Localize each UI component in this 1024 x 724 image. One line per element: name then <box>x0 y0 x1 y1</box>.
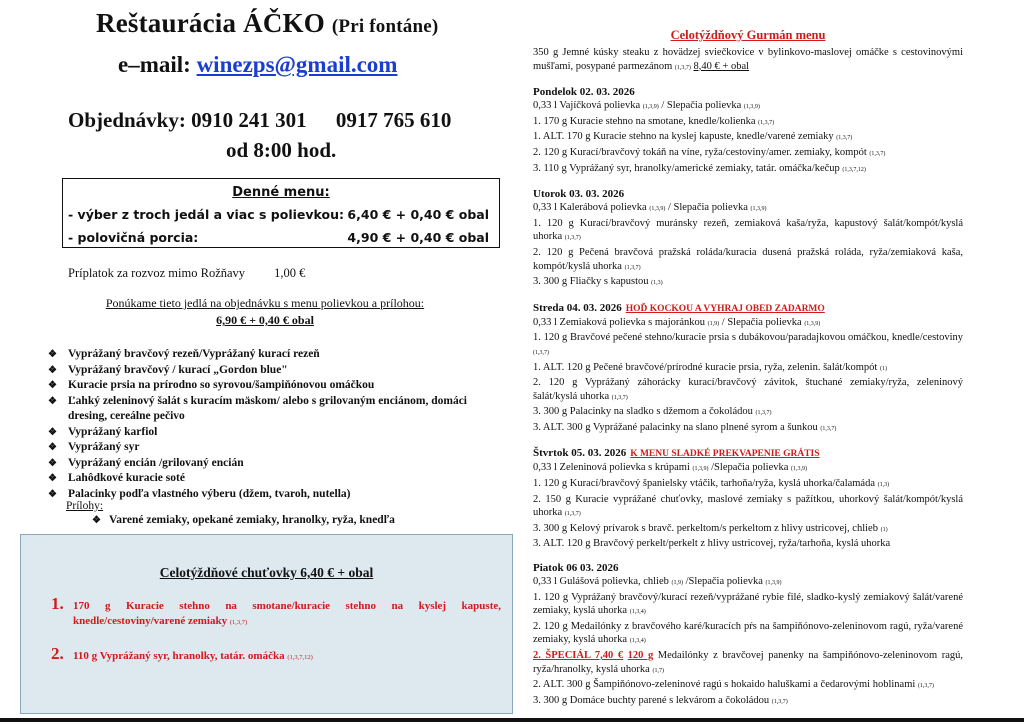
dish-line: 2. ALT. 300 g Šampiňónovo-zeleninové ragú s hokaido haluškami a čedarovými hoblinami (1,3,7) <box>533 679 934 691</box>
offer-price: 6,90 € + 0,40 € obal <box>216 313 314 327</box>
surcharge-price: 1,00 € <box>274 266 306 280</box>
gourmet-text <box>533 46 963 75</box>
order-offer <box>0 296 530 328</box>
diamond-bullet-icon: ❖ <box>48 473 57 484</box>
dish-line: 1. 120 g Vyprážaný bravčový/kurací rezeň/vyprážané rybie filé, sladko-kyslý zemiakový šalát/varené zemiaky, kyslá uhorka (1,3,4) <box>533 591 963 617</box>
diamond-bullet-icon: ❖ <box>92 515 101 526</box>
list-item-text: Vyprážaný bravčový rezeň/Vyprážaný kurací rezeň <box>68 348 320 360</box>
dish-line: 1. 120 g Bravčové pečené stehno/kuracie prsia s dubákovou/paradajkovou omáčkou, knedle/cestoviny (1,3,7) <box>533 332 963 356</box>
day-section-friday <box>533 561 963 709</box>
allergens: (1,3,7) <box>229 619 248 626</box>
list-item <box>48 363 508 379</box>
soup-line: 0,33 l Vajíčková polievka (1,3,9) / Slepačia polievka (1,3,9) <box>533 100 760 112</box>
list-item <box>48 487 508 503</box>
weekly-item <box>51 644 501 665</box>
weekly-bites-box <box>20 534 513 714</box>
soup-line: 0,33 l Zeleninová polievka s krúpami (1,3,9) /Slepačia polievka (1,3,9) <box>533 462 808 474</box>
day-section-monday <box>533 85 963 177</box>
diamond-bullet-icon: ❖ <box>48 488 57 500</box>
gourmet-description: 350 g Jemné kúsky steaku z hovädzej sviečkovice v bylinkovo-maslovej omáčke s cestovinovými mušľami, posypané parmezánom <box>533 47 963 72</box>
dish-line: 3. 110 g Vyprážaný syr, hranolky/americké zemiaky, tatár. omáčka/kečup (1,3,7,12) <box>533 162 866 174</box>
opening-hours: od 8:00 hod. <box>226 138 337 162</box>
restaurant-name: Reštaurácia ÁČKO <box>96 8 325 38</box>
day-title: Štvrtok 05. 03. 2026 K MENU SLADKÉ PREKVAPENIE GRÁTIS <box>533 447 820 460</box>
email-line <box>118 52 397 78</box>
allergens: (1,3,7) <box>674 64 691 71</box>
diamond-bullet-icon: ❖ <box>48 426 57 438</box>
soup-line: 0,33 l Kalerábová polievka (1,3,9) / Slepačia polievka (1,3,9) <box>533 202 767 214</box>
restaurant-subtitle: (Pri fontáne) <box>331 16 439 37</box>
page-bottom-border <box>0 718 1024 722</box>
diamond-bullet-icon: ❖ <box>48 395 57 407</box>
dish-line: 1. 170 g Kuracie stehno na smotane, knedle/kolienka (1,3,7) <box>533 115 775 127</box>
email-label: e–mail: <box>118 52 191 77</box>
restaurant-title <box>96 8 438 39</box>
gourmet-price: 8,40 € + obal <box>693 60 750 72</box>
allergens: (1,3,9) <box>743 104 760 111</box>
daily-menu-row <box>68 207 489 222</box>
weekly-item-text: 110 g Vyprážaný syr, hranolky, tatár. omáčka <box>73 650 285 662</box>
sides-text: Varené zemiaky, opekané zemiaky, hranolky, ryža, knedľa <box>108 514 395 526</box>
list-item <box>48 456 508 472</box>
day-section-tuesday <box>533 187 963 291</box>
list-item <box>48 394 508 425</box>
list-item <box>48 425 508 441</box>
day-section-thursday <box>533 446 963 551</box>
dish-line: 3. 300 g Fliačky s kapustou (1,3) <box>533 276 663 288</box>
phone-2: 0917 765 610 <box>335 108 452 132</box>
list-item-text: Vyprážaný karfiol <box>68 425 158 438</box>
surcharge-label: Príplatok za rozvoz mimo Rožňavy <box>68 266 246 280</box>
special-label: 2. ŠPECIÁL 7,40 € <box>533 650 624 661</box>
dish-line: 1. ALT. 120 g Pečené bravčové/prírodné kuracie prsia, ryža, zelenin. šalát/kompót (1) <box>533 361 887 373</box>
dish-line: 3. ALT. 300 g Vyprážané palacinky na slano plnené syrom a šunkou (1,3,7) <box>533 421 837 433</box>
daily-menu-row-price: 6,40 € + 0,40 € obal <box>347 207 489 222</box>
dish-line: 3. 300 g Palacinky na sladko s džemom a čokoládou (1,3,7) <box>533 406 772 418</box>
day-title: Utorok 03. 03. 2026 <box>533 188 625 201</box>
dish-line: 1. ALT. 170 g Kuracie stehno na kyslej kapuste, knedle/varené zemiaky (1,3,7) <box>533 131 853 143</box>
daily-menu-row <box>68 230 489 245</box>
offer-text: Ponúkame tieto jedlá na objednávku s menu polievkou a prílohou: <box>105 296 425 310</box>
day-title: Piatok 06 03. 2026 <box>533 562 619 575</box>
weekly-item-number: 2. <box>51 644 64 663</box>
list-item <box>48 471 508 487</box>
dish-line: 1. 120 g Kurací/bravčový španielsky vtáčik, tarhoňa/ryža, kyslá uhorka/čalamáda (1,3) <box>533 478 890 490</box>
list-item-text: Kuracie prsia na prírodno so syrovou/šampiňónovou omáčkou <box>68 379 375 391</box>
list-item <box>48 378 508 394</box>
dish-line: 3. ALT. 120 g Bravčový perkelt/perkelt z hlivy ustricovej, ryža/tarhoňa, kyslá uhorka <box>533 538 891 550</box>
sides-label: Prílohy: <box>66 500 104 512</box>
weekly-bites-title: Celotýždňové chuťovky 6,40 € + obal <box>159 565 374 580</box>
email-link[interactable]: winezps@gmail.com <box>196 52 398 77</box>
day-title: Pondelok 02. 03. 2026 <box>533 86 635 99</box>
dish-line: 3. 300 g Kelový prívarok s bravč. perkeltom/s perkeltom z hlivy ustricovej, chlieb (1) <box>533 522 888 534</box>
diamond-bullet-icon: ❖ <box>48 349 57 360</box>
list-item-text: Vyprážaný syr <box>68 441 140 453</box>
list-item-text: Vyprážaný bravčový / kurací „Gordon blue" <box>68 363 288 376</box>
right-column <box>533 28 963 709</box>
list-item-text: Palacinky podľa vlastného výberu (džem, tvaroh, nutella) <box>68 487 351 500</box>
dish-line: 2. 120 g Vyprážaný záhorácky kurací/bravčový závitok, štuchané zemiaky/ryža, zeleninový šalát/kyslá uhorka (1,3,7) <box>533 377 963 402</box>
list-item <box>48 347 508 363</box>
order-items-list <box>48 347 508 502</box>
dish-line: 1. 120 g Kurací/bravčový muránsky rezeň, zemiaková kaša/ryža, kapustový šalát/kompót/kyslá uhorka (1,3,7) <box>533 217 963 243</box>
list-item-text: Ľahký zeleninový šalát s kuracím mäskom/ alebo s grilovaným enciánom, domáci dresing, cereálne pečivo <box>68 394 467 422</box>
day-title: Streda 04. 03. 2026 HOĎ KOCKOU A VYHRAJ OBED ZADARMO <box>533 301 825 314</box>
daily-menu-row-label: - polovičná porcia: <box>68 230 199 245</box>
daily-menu-row-label: - výber z troch jedál a viac s polievkou: <box>68 207 344 222</box>
orders-label: Objednávky: <box>68 108 186 132</box>
list-item <box>48 440 508 456</box>
promo-highlight: K MENU SLADKÉ PREKVAPENIE GRÁTIS <box>630 449 820 460</box>
dish-line: 2. 120 g Pečená bravčová pražská roláda/kuracia dusená pražská roláda, ryža/zemiaková kaša, kompót/kyslá uhorka (1,3,7) <box>533 246 963 272</box>
special-weight: 120 g <box>627 650 654 661</box>
diamond-bullet-icon: ❖ <box>48 364 57 376</box>
daily-menu-box <box>62 178 500 248</box>
dish-line: 2. 150 g Kuracie vyprážané chuťovky, maslové zemiaky s pažítkou, uhorkový šalát/kompót/kyslá uhorka (1,3,7) <box>533 493 963 519</box>
orders-line <box>68 108 451 133</box>
weekly-item <box>51 594 501 630</box>
allergens: (1,3,7,12) <box>287 654 313 661</box>
weekly-item-number: 1. <box>51 594 64 613</box>
special-dish-line: 2. ŠPECIÁL 7,40 € 120 g Medailónky z bravčovej panenky na šampiňónovo-zeleninovom ragú, ryža/hranolky, kyslá uhorka (1,7) <box>533 650 964 675</box>
phone-1: 0910 241 301 <box>191 108 307 132</box>
soup-line: 0,33 l Zemiaková polievka s majoránkou (1,9) / Slepačia polievka (1,3,9) <box>533 316 821 328</box>
promo-highlight: HOĎ KOCKOU A VYHRAJ OBED ZADARMO <box>625 303 825 314</box>
delivery-surcharge <box>68 266 305 281</box>
dish-line: 2. 120 g Kurací/bravčový tokáň na víne, ryža/cestoviny/amer. zemiaky, kompót (1,3,7) <box>533 146 886 158</box>
diamond-bullet-icon: ❖ <box>48 457 57 469</box>
diamond-bullet-icon: ❖ <box>48 442 57 453</box>
dish-line: 3. 300 g Domáce buchty parené s lekvárom a čokoládou (1,3,7) <box>533 694 788 706</box>
sides-line <box>92 514 395 526</box>
dish-line: 2. 120 g Medailónky z bravčového karé/kuracích pŕs na šampiňónovo-zeleninovom ragú, ryža/varené zemiaky, kyslá uhorka (1,3,4) <box>533 620 963 646</box>
allergens: (1,3,9) <box>642 104 659 111</box>
soup-line: 0,33 l Gulášová polievka, chlieb (1,9) /Slepačia polievka (1,3,9) <box>533 576 782 588</box>
diamond-bullet-icon: ❖ <box>48 380 57 391</box>
daily-menu-row-price: 4,90 € + 0,40 € obal <box>347 230 489 245</box>
list-item-text: Vyprážaný encián /grilovaný encián <box>68 456 244 469</box>
day-section-wednesday <box>533 301 963 437</box>
daily-menu-title: Denné menu: <box>232 185 330 200</box>
gourmet-title: Celotýždňový Gurmán menu <box>670 28 826 42</box>
list-item-text: Lahôdkové kuracie soté <box>68 472 185 484</box>
weekly-item-text: 170 g Kuracie stehno na smotane/kuracie stehno na kyslej kapuste, knedle/cestoviny/varené zemiaky <box>73 600 501 627</box>
